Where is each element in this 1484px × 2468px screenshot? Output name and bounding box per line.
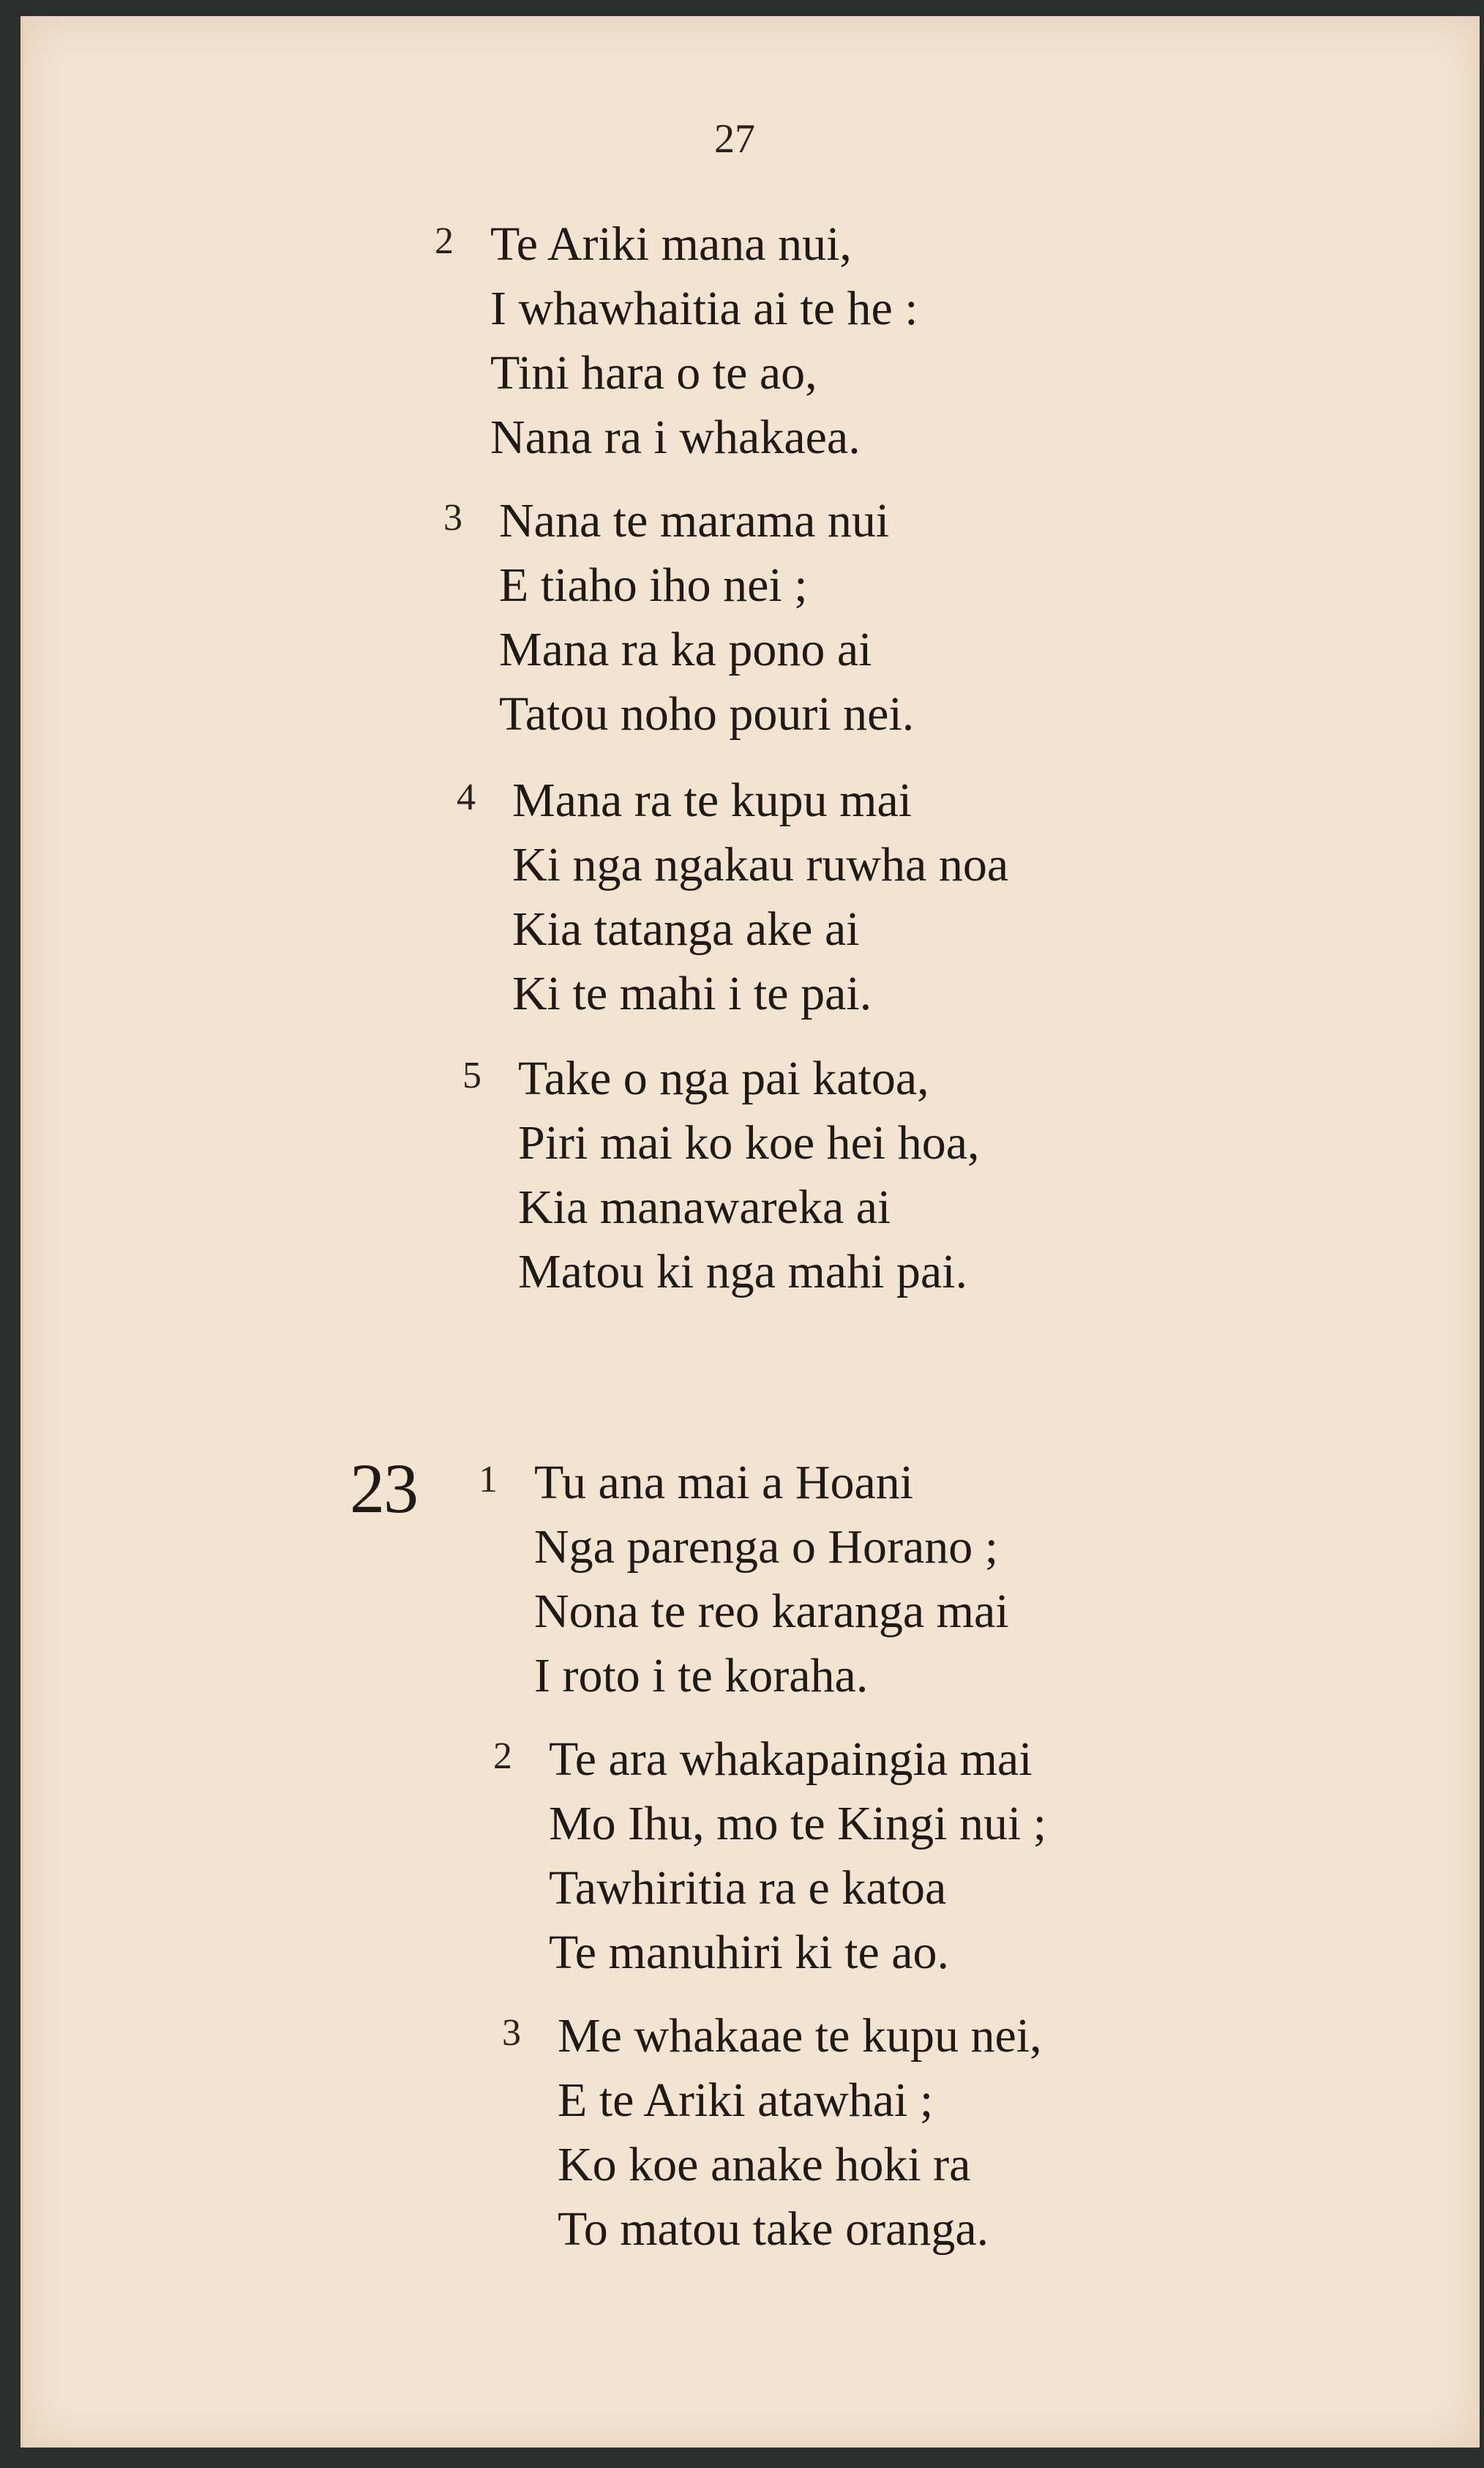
verse-line: Me whakaae te kupu nei, [558, 2009, 1042, 2063]
verse-4 [457, 769, 1317, 1026]
verse-line: To matou take oranga. [558, 2202, 989, 2256]
verse-line: Te manuhiri ki te ao. [549, 1926, 950, 1979]
verse-line: Matou ki nga mahi pai. [518, 1245, 968, 1298]
verse-line: Piri mai ko koe hei hoa, [518, 1116, 980, 1170]
verse-line: Tawhiritia ra e katoa [549, 1861, 947, 1915]
verse-line: E tiaho iho nei ; [499, 558, 808, 612]
verse-line: Te Ariki mana nui, [490, 217, 852, 271]
verse-line: Take o nga pai katoa, [518, 1052, 929, 1105]
verse-line: Tini hara o te ao, [490, 346, 817, 400]
verse-line: Nana te marama nui [499, 494, 890, 547]
verse-line: Ki te mahi i te pai. [512, 967, 872, 1020]
verse-number: 2 [493, 1735, 512, 1777]
verse-number: 1 [479, 1459, 498, 1500]
verse-line: Mana ra ka pono ai [499, 623, 872, 676]
verse-line: Tatou noho pouri nei. [499, 687, 915, 741]
verse-line: I roto i te koraha. [534, 1649, 869, 1702]
verse-number: 2 [435, 220, 454, 262]
verse-line: Mo Ihu, mo te Kingi nui ; [549, 1797, 1047, 1850]
hymn-23-verse-1 [479, 1451, 1339, 1708]
verse-line: Tu ana mai a Hoani [534, 1456, 914, 1509]
verse-5 [462, 1047, 1323, 1304]
verse-line: Mana ra te kupu mai [512, 774, 912, 827]
hymn-23-verse-3 [502, 2004, 1363, 2262]
verse-number: 5 [462, 1055, 481, 1096]
verse-line: Nona te reo karanga mai [534, 1585, 1009, 1638]
verse-2 [435, 212, 1295, 470]
verse-line: Nana ra i whakaea. [490, 411, 861, 464]
verse-line: Kia tatanga ake ai [512, 902, 860, 956]
verse-number: 3 [443, 497, 462, 539]
verse-line: Kia manawareka ai [518, 1181, 891, 1234]
verse-line: Nga parenga o Horano ; [534, 1520, 999, 1574]
verse-line: I whawhaitia ai te he : [490, 282, 918, 335]
verse-number: 3 [502, 2012, 521, 2054]
verse-line: Ko koe anake hoki ra [558, 2138, 971, 2191]
page-number: 27 [714, 116, 755, 162]
hymn-23-verse-2 [493, 1727, 1354, 1985]
hymn-number: 23 [350, 1449, 417, 1527]
verse-line: Te ara whakapaingia mai [549, 1732, 1033, 1786]
verse-3 [443, 489, 1304, 747]
verse-line: Ki nga ngakau ruwha noa [512, 838, 1009, 891]
verse-number: 4 [457, 777, 476, 818]
verse-line: E te Ariki atawhai ; [558, 2074, 934, 2127]
